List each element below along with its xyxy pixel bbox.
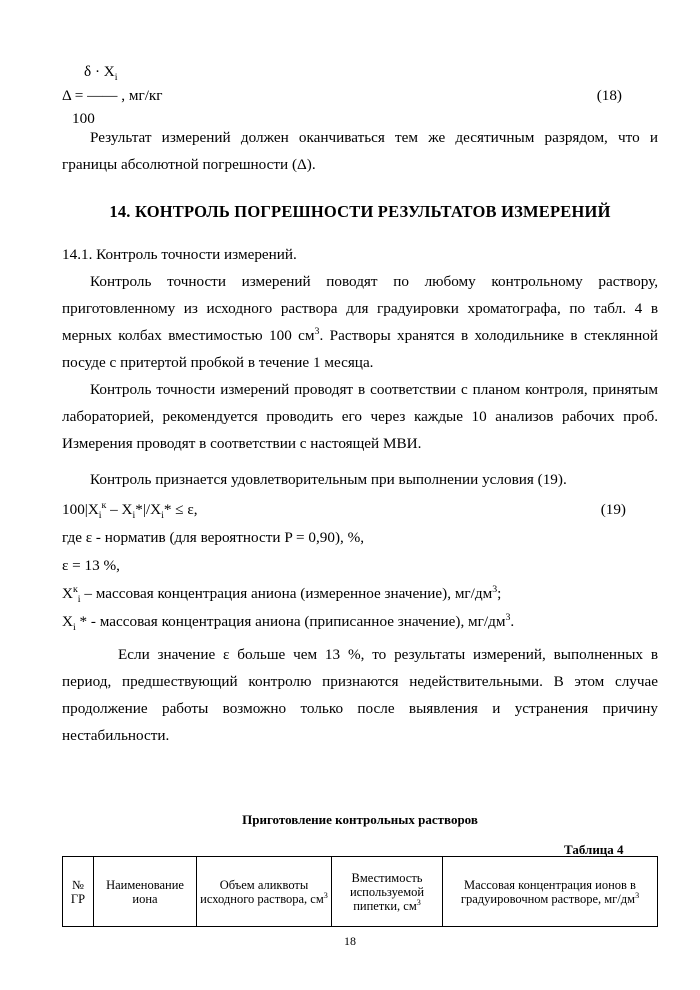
- control-paragraph-1: Контроль точности измерений поводят по любому контрольному раствору, приготовленному из исходного раствора для градуировки хроматографа, по табл. 4 в мерных колбах вместимостью 100 $см^3$. Растворы хранятся в холодильнике в стеклянной посуде с притертой пробкой в течение 1 месяца.: [62, 273, 659, 371]
- invalid-paragraph: Если значение ε больше чем 13 %, то результаты измерений, выполненных в период, предшествующий контролю признаются недействительными. В этом случае продолжение работы возможно только после выявления и устранения причину нестабильности.: [62, 646, 658, 744]
- control-solutions-table: [62, 856, 658, 927]
- xstar-definition: $X_i$ * - массовая концентрация аниона (приписанное значение), $мг/дм^3$.: [62, 611, 515, 634]
- result-paragraph: Результат измерений должен оканчиваться тем же десятичным разрядом, что и границы абсолютной погрешности (Δ).: [62, 129, 658, 173]
- epsilon-definition: где ε - норматив (для вероятности P = 0,90), %,: [62, 529, 365, 546]
- formula-18-denominator: 100: [72, 110, 95, 127]
- control-paragraph-2: Контроль точности измерений проводят в соответствии с планом контроля, принятым лабораторией, рекомендуется проводить его через каждые 10 анализов рабочих проб. Измерения проводят в соответствии с настоящей МВИ.: [62, 381, 658, 452]
- formula-19-number: (19): [600, 501, 626, 518]
- xk-definition: $X^к_i$ – массовая концентрация аниона (измеренное значение), $мг/дм^3$;: [62, 583, 502, 606]
- header-aliquot-volume: Объем аликвоты исходного раствора, $см^3$: [197, 857, 332, 927]
- section-title: 14. КОНТРОЛЬ ПОГРЕШНОСТИ РЕЗУЛЬТАТОВ ИЗМЕРЕНИЙ: [109, 202, 611, 221]
- epsilon-value: ε = 13 %,: [62, 557, 120, 574]
- header-mass-concentration: Массовая концентрация ионов в градуировочном растворе, $мг/дм^3$: [443, 857, 658, 927]
- header-ion-name: Наименование иона: [94, 857, 197, 927]
- formula-18-number: (18): [596, 87, 622, 104]
- formula-19: $100|X_i^к - X_i*|/X_i* \le \varepsilon$, (19): [62, 496, 626, 523]
- formula-18: [62, 62, 622, 132]
- page-number: 18: [344, 934, 356, 948]
- header-gr-number: № ГР: [63, 857, 94, 927]
- header-pipette-volume: Вместимость используемой пипетки, $см^3$: [332, 857, 443, 927]
- subsection-heading: 14.1. Контроль точности измерений.: [62, 246, 297, 263]
- table-header-row: [63, 857, 658, 927]
- formula-18-main: Δ = —— , мг/кг: [62, 87, 163, 104]
- table-caption: Приготовление контрольных растворов: [242, 812, 478, 827]
- formula-18-numerator: $\delta \cdot X_i$: [84, 63, 118, 84]
- condition-paragraph: Контроль признается удовлетворительным при выполнении условия (19).: [90, 471, 567, 488]
- table-label: Таблица 4: [564, 842, 624, 857]
